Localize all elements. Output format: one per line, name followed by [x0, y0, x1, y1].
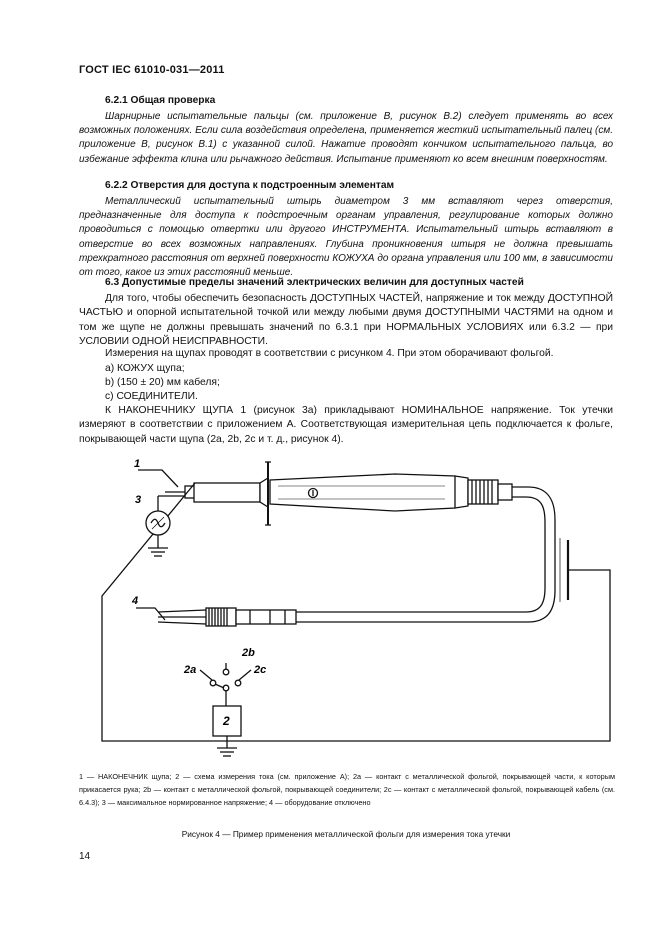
section-6-2-2-heading: 6.2.2 Отверстия для доступа к подстроенным элементам: [105, 180, 395, 191]
section-6-3-heading: 6.3 Допустимые пределы значений электрических величин для доступных частей: [105, 277, 524, 288]
document-header: ГОСТ IEC 61010-031—2011: [79, 64, 225, 76]
label-4: 4: [132, 595, 139, 607]
section-6-2-1-text: Шарнирные испытательные пальцы (см. приложение В, рисунок В.2) следует применять во всех возможных положениях. Если сила воздействия определена, применяется жесткий испытательный палец (см. приложение В, рисунок В.1) с указанной силой. Нажатие проводят кончиком испытательного пальца, во избежание эффекта клина или рычажного действия. Испытание применяют ко всем внешним поверхностям.: [79, 111, 613, 165]
list-item: b) (150 ± 20) мм кабеля;: [105, 377, 220, 388]
list-item: a) КОЖУХ щупа;: [105, 363, 185, 374]
section-6-2-2-text: Металлический испытательный штырь диаметром 3 мм вставляют через отверстия, предназначенные для доступа к подстроечным органам управления, регулирование которых должно проводиться с помощью отвертки или другого ИНСТРУМЕНТА. Испытательный штырь вставляют в отверстие во всех возможных направлениях. Глубина проникновения штыря не должна превышать трехкратного расстояния от верхней поверхности КОЖУХА до органа управления или 100 мм, в зависимости от того, какое из этих расстояний меньше.: [79, 196, 613, 279]
label-2b: 2b: [242, 647, 255, 659]
section-6-2-1-heading: 6.2.1 Общая проверка: [105, 95, 216, 106]
section-6-3-paragraph-2: Измерения на щупах проводят в соответствии с рисунком 4. При этом оборачивают фольгой.: [105, 348, 554, 359]
figure-legend: 1 — НАКОНЕЧНИК щупа; 2 — схема измерения тока (см. приложение А); 2а — контакт с металлической фольгой, покрывающей части, к которым прикасается рука; 2b — контакт с металлической фольгой, покрывающей соединители; 2с — контакт с металлической фольгой, покрывающей кабель (см. 6.4.3); 3 — максимальное нормированное напряжение; 4 — оборудование отключено: [79, 772, 615, 807]
list-item: c) СОЕДИНИТЕЛИ.: [105, 391, 198, 402]
section-6-3-paragraph-1: Для того, чтобы обеспечить безопасность ДОСТУПНЫХ ЧАСТЕЙ, напряжение и ток между ДОСТУПНОЙ ЧАСТЬЮ и опорной испытательной точкой или между любыми двумя ДОСТУПНЫМИ ЧАСТЯМИ на одном и том же щупе не должны превышать значений по 6.3.1 при НОРМАЛЬНЫХ УСЛОВИЯХ или 6.3.2 — при УСЛОВИИ ОДНОЙ НЕИСПРАВНОСТИ.: [79, 293, 613, 347]
label-3: 3: [135, 494, 142, 506]
figure-title: Рисунок 4 — Пример применения металлической фольги для измерения тока утечки: [181, 829, 511, 839]
label-2: 2: [223, 714, 230, 728]
label-2c: 2c: [254, 664, 267, 676]
page-number: 14: [79, 851, 91, 862]
label-1: 1: [134, 458, 141, 470]
label-2a: 2a: [184, 664, 197, 676]
section-6-3-paragraph-3: К НАКОНЕЧНИКУ ЩУПА 1 (рисунок 3а) прикладывают НОМИНАЛЬНОЕ напряжение. Ток утечки измеряют в соответствии с приложением А. Соответствующая измерительная цепь подключается к фольге, покрывающей части щупа (2а, 2b, 2с и т. д., рисунок 4).: [79, 405, 613, 445]
